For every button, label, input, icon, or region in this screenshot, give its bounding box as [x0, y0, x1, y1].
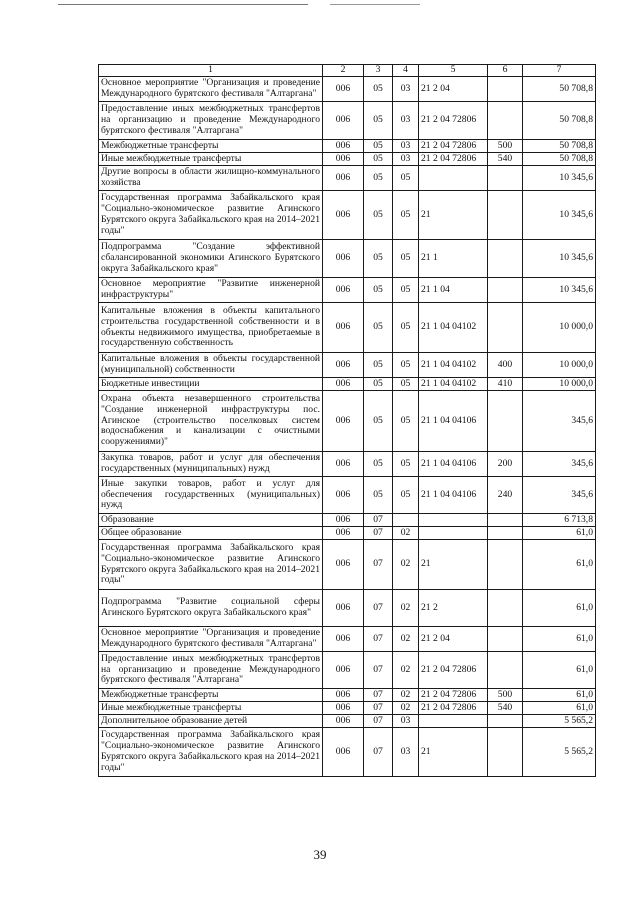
col-expense-type-cell: [488, 652, 523, 689]
row-name-cell: Основное мероприятие "Организация и проведение Международного бурятского фестиваля "Алтаргана": [99, 77, 323, 102]
col-section-cell: 05: [364, 102, 393, 140]
row-name-cell: Предоставление иных межбюджетных трансфертов на организацию и проведение Международного бурятского фестиваля "Алтаргана": [99, 652, 323, 689]
col-expense-type-cell: [488, 77, 523, 102]
table-row: [99, 590, 596, 627]
row-name-cell: Закупка товаров, работ и услуг для обеспечения государственных (муниципальных) нужд: [99, 452, 323, 477]
col-expense-type-cell: [488, 278, 523, 303]
col-section-cell: 07: [364, 702, 393, 715]
col-ministry-cell: 006: [323, 715, 364, 728]
col-subsection-cell: 05: [393, 278, 419, 303]
col-amount-cell: 6 713,8: [523, 514, 596, 527]
col-target-article-cell: 21 2 04 72806: [419, 153, 488, 166]
col-amount-cell: 5 565,2: [523, 715, 596, 728]
row-name-cell: Бюджетные инвестиции: [99, 378, 323, 391]
table-row: [99, 715, 596, 728]
col-target-article-cell: 21 1 04 04102: [419, 378, 488, 391]
col-amount-cell: 345,6: [523, 477, 596, 514]
row-name-cell: Капитальные вложения в объекты государственной (муниципальной) собственности: [99, 353, 323, 378]
col-ministry-cell: 006: [323, 303, 364, 353]
table-row: [99, 391, 596, 452]
col-expense-type-cell: 410: [488, 378, 523, 391]
col-expense-type-cell: [488, 102, 523, 140]
row-name-cell: Основное мероприятие "Развитие инженерной инфраструктуры": [99, 278, 323, 303]
col-ministry-cell: 006: [323, 652, 364, 689]
col-amount-cell: 61,0: [523, 590, 596, 627]
row-name-cell: Межбюджетные трансферты: [99, 140, 323, 153]
col-amount-cell: 10 000,0: [523, 378, 596, 391]
col-expense-type-cell: [488, 527, 523, 540]
col-expense-type-cell: 540: [488, 153, 523, 166]
col-subsection-cell: 02: [393, 702, 419, 715]
table-row: [99, 627, 596, 652]
col-expense-type-cell: [488, 590, 523, 627]
table-row: [99, 540, 596, 590]
table-row: [99, 240, 596, 278]
col-target-article-cell: 21 1 04 04102: [419, 303, 488, 353]
header-row: [99, 65, 596, 77]
col-target-article-cell: 21 2 04 72806: [419, 652, 488, 689]
table-row: [99, 153, 596, 166]
col-section-cell: 07: [364, 689, 393, 702]
col-section-cell: 05: [364, 153, 393, 166]
row-name-cell: Охрана объекта незавершенного строительства "Создание инженерной инфраструктуры пос. Агинское (строительство поселковых систем водоснабжения и канализации с очистными сооружениями)": [99, 391, 323, 452]
col-amount-cell: 61,0: [523, 527, 596, 540]
col-amount-cell: 61,0: [523, 540, 596, 590]
col-expense-type-cell: 240: [488, 477, 523, 514]
col-expense-type-cell: 400: [488, 353, 523, 378]
table-row: [99, 652, 596, 689]
col-expense-type-cell: 500: [488, 689, 523, 702]
col-section-cell: 05: [364, 77, 393, 102]
table-row: [99, 102, 596, 140]
col-ministry-cell: 006: [323, 166, 364, 191]
col-subsection-cell: 02: [393, 652, 419, 689]
col-subsection-cell: 03: [393, 140, 419, 153]
col-subsection-cell: 03: [393, 102, 419, 140]
col-target-article-cell: 21: [419, 728, 488, 777]
col-subsection-cell: 03: [393, 715, 419, 728]
header-cell-col-3: 3: [364, 65, 393, 77]
col-ministry-cell: 006: [323, 627, 364, 652]
col-subsection-cell: 05: [393, 391, 419, 452]
row-name-cell: Иные межбюджетные трансферты: [99, 702, 323, 715]
col-ministry-cell: 006: [323, 540, 364, 590]
col-target-article-cell: 21 1: [419, 240, 488, 278]
col-amount-cell: 50 708,8: [523, 77, 596, 102]
col-target-article-cell: 21 2 04 72806: [419, 140, 488, 153]
col-expense-type-cell: [488, 627, 523, 652]
col-expense-type-cell: [488, 303, 523, 353]
table-body: [99, 77, 596, 777]
budget-table: [98, 64, 596, 777]
col-ministry-cell: 006: [323, 391, 364, 452]
col-section-cell: 05: [364, 191, 393, 240]
table-row: [99, 452, 596, 477]
row-name-cell: Государственная программа Забайкальского края "Социально-экономическое развитие Агинского Бурятского округа Забайкальского края на 2014–2021 годы": [99, 728, 323, 777]
col-target-article-cell: 21: [419, 191, 488, 240]
col-target-article-cell: 21 1 04 04106: [419, 391, 488, 452]
col-ministry-cell: 006: [323, 514, 364, 527]
col-target-article-cell: [419, 527, 488, 540]
row-name-cell: Общее образование: [99, 527, 323, 540]
table-row: [99, 477, 596, 514]
col-amount-cell: 50 708,8: [523, 140, 596, 153]
col-amount-cell: 10 345,6: [523, 191, 596, 240]
col-section-cell: 07: [364, 728, 393, 777]
col-ministry-cell: 006: [323, 477, 364, 514]
col-subsection-cell: 05: [393, 378, 419, 391]
col-amount-cell: 61,0: [523, 627, 596, 652]
col-ministry-cell: 006: [323, 590, 364, 627]
table-header: [99, 65, 596, 77]
table-row: [99, 191, 596, 240]
header-cell-col-4: 4: [393, 65, 419, 77]
header-cell-col-6: 6: [488, 65, 523, 77]
col-section-cell: 05: [364, 391, 393, 452]
col-section-cell: 05: [364, 166, 393, 191]
row-name-cell: Предоставление иных межбюджетных трансфертов на организацию и проведение Международного бурятского фестиваля "Алтаргана": [99, 102, 323, 140]
col-section-cell: 05: [364, 353, 393, 378]
col-amount-cell: 61,0: [523, 702, 596, 715]
row-name-cell: Государственная программа Забайкальского края "Социально-экономическое развитие Агинского Бурятского округа Забайкальского края на 2014–2021 годы": [99, 191, 323, 240]
top-edge-line-short: [330, 4, 420, 5]
col-amount-cell: 345,6: [523, 452, 596, 477]
row-name-cell: Образование: [99, 514, 323, 527]
col-ministry-cell: 006: [323, 140, 364, 153]
table-row: [99, 353, 596, 378]
col-amount-cell: 50 708,8: [523, 153, 596, 166]
row-name-cell: Подпрограмма "Развитие социальной сферы Агинского Бурятского округа Забайкальского края": [99, 590, 323, 627]
row-name-cell: Капитальные вложения в объекты капитального строительства государственной собственности и в объекты недвижимого имущества, приобретаемые в государственную собственность: [99, 303, 323, 353]
col-amount-cell: 61,0: [523, 652, 596, 689]
col-ministry-cell: 006: [323, 689, 364, 702]
col-section-cell: 05: [364, 240, 393, 278]
col-subsection-cell: 05: [393, 240, 419, 278]
col-section-cell: 05: [364, 303, 393, 353]
col-expense-type-cell: [488, 391, 523, 452]
col-ministry-cell: 006: [323, 77, 364, 102]
col-section-cell: 05: [364, 278, 393, 303]
header-cell-col-7: 7: [523, 65, 596, 77]
col-subsection-cell: 05: [393, 353, 419, 378]
col-expense-type-cell: [488, 166, 523, 191]
table-row: [99, 140, 596, 153]
col-target-article-cell: 21 2: [419, 590, 488, 627]
col-target-article-cell: 21 2 04 72806: [419, 102, 488, 140]
col-subsection-cell: 02: [393, 590, 419, 627]
col-subsection-cell: 02: [393, 540, 419, 590]
col-amount-cell: 5 565,2: [523, 728, 596, 777]
col-ministry-cell: 006: [323, 102, 364, 140]
col-target-article-cell: 21 2 04 72806: [419, 702, 488, 715]
col-ministry-cell: 006: [323, 728, 364, 777]
col-target-article-cell: 21 2 04 72806: [419, 689, 488, 702]
col-ministry-cell: 006: [323, 378, 364, 391]
col-ministry-cell: 006: [323, 153, 364, 166]
col-ministry-cell: 006: [323, 452, 364, 477]
col-subsection-cell: 05: [393, 452, 419, 477]
col-target-article-cell: 21 1 04 04102: [419, 353, 488, 378]
col-expense-type-cell: 500: [488, 140, 523, 153]
row-name-cell: Иные межбюджетные трансферты: [99, 153, 323, 166]
header-cell-col-1: 1: [99, 65, 323, 77]
table-row: [99, 728, 596, 777]
table-row: [99, 77, 596, 102]
table-row: [99, 378, 596, 391]
col-ministry-cell: 006: [323, 353, 364, 378]
col-expense-type-cell: [488, 728, 523, 777]
row-name-cell: Дополнительное образование детей: [99, 715, 323, 728]
col-subsection-cell: 05: [393, 191, 419, 240]
row-name-cell: Подпрограмма "Создание эффективной сбалансированной экономики Агинского Бурятского округа Забайкальского края": [99, 240, 323, 278]
col-ministry-cell: 006: [323, 240, 364, 278]
col-expense-type-cell: [488, 540, 523, 590]
col-target-article-cell: 21 1 04 04106: [419, 452, 488, 477]
col-subsection-cell: 03: [393, 728, 419, 777]
row-name-cell: Межбюджетные трансферты: [99, 689, 323, 702]
col-subsection-cell: 03: [393, 77, 419, 102]
col-subsection-cell: 02: [393, 527, 419, 540]
col-ministry-cell: 006: [323, 191, 364, 240]
page-number: 39: [313, 847, 327, 862]
col-section-cell: 07: [364, 514, 393, 527]
col-section-cell: 07: [364, 627, 393, 652]
col-subsection-cell: 05: [393, 303, 419, 353]
col-ministry-cell: 006: [323, 702, 364, 715]
col-expense-type-cell: 200: [488, 452, 523, 477]
col-amount-cell: 50 708,8: [523, 102, 596, 140]
table-row: [99, 278, 596, 303]
col-amount-cell: 10 000,0: [523, 303, 596, 353]
col-amount-cell: 10 345,6: [523, 166, 596, 191]
table-row: [99, 689, 596, 702]
col-expense-type-cell: [488, 715, 523, 728]
col-section-cell: 05: [364, 378, 393, 391]
col-amount-cell: 10 000,0: [523, 353, 596, 378]
row-name-cell: Государственная программа Забайкальского края "Социально-экономическое развитие Агинского Бурятского округа Забайкальского края на 2014–2021 годы": [99, 540, 323, 590]
col-target-article-cell: 21: [419, 540, 488, 590]
row-name-cell: Основное мероприятие "Организация и проведение Международного бурятского фестиваля "Алтаргана": [99, 627, 323, 652]
col-section-cell: 05: [364, 477, 393, 514]
table-row: [99, 702, 596, 715]
col-amount-cell: 10 345,6: [523, 278, 596, 303]
header-cell-col-5: 5: [419, 65, 488, 77]
col-target-article-cell: 21 2 04: [419, 77, 488, 102]
col-section-cell: 07: [364, 527, 393, 540]
table-row: [99, 303, 596, 353]
col-subsection-cell: 05: [393, 477, 419, 514]
table-row: [99, 514, 596, 527]
col-expense-type-cell: 540: [488, 702, 523, 715]
col-section-cell: 07: [364, 540, 393, 590]
col-section-cell: 07: [364, 590, 393, 627]
col-expense-type-cell: [488, 240, 523, 278]
col-amount-cell: 10 345,6: [523, 240, 596, 278]
col-target-article-cell: [419, 166, 488, 191]
col-target-article-cell: 21 2 04: [419, 627, 488, 652]
col-subsection-cell: 02: [393, 689, 419, 702]
col-section-cell: 07: [364, 715, 393, 728]
col-expense-type-cell: [488, 191, 523, 240]
col-ministry-cell: 006: [323, 527, 364, 540]
col-target-article-cell: [419, 715, 488, 728]
table-row: [99, 527, 596, 540]
table-row: [99, 166, 596, 191]
col-target-article-cell: [419, 514, 488, 527]
row-name-cell: Другие вопросы в области жилищно-коммунального хозяйства: [99, 166, 323, 191]
col-target-article-cell: 21 1 04: [419, 278, 488, 303]
col-subsection-cell: 02: [393, 627, 419, 652]
col-section-cell: 05: [364, 452, 393, 477]
top-edge-line: [58, 4, 308, 5]
col-subsection-cell: 03: [393, 153, 419, 166]
col-section-cell: 05: [364, 140, 393, 153]
col-subsection-cell: 05: [393, 166, 419, 191]
col-target-article-cell: 21 1 04 04106: [419, 477, 488, 514]
header-cell-col-2: 2: [323, 65, 364, 77]
col-amount-cell: 345,6: [523, 391, 596, 452]
col-section-cell: 07: [364, 652, 393, 689]
col-subsection-cell: [393, 514, 419, 527]
col-expense-type-cell: [488, 514, 523, 527]
row-name-cell: Иные закупки товаров, работ и услуг для обеспечения государственных (муниципальных) нужд: [99, 477, 323, 514]
col-amount-cell: 61,0: [523, 689, 596, 702]
col-ministry-cell: 006: [323, 278, 364, 303]
